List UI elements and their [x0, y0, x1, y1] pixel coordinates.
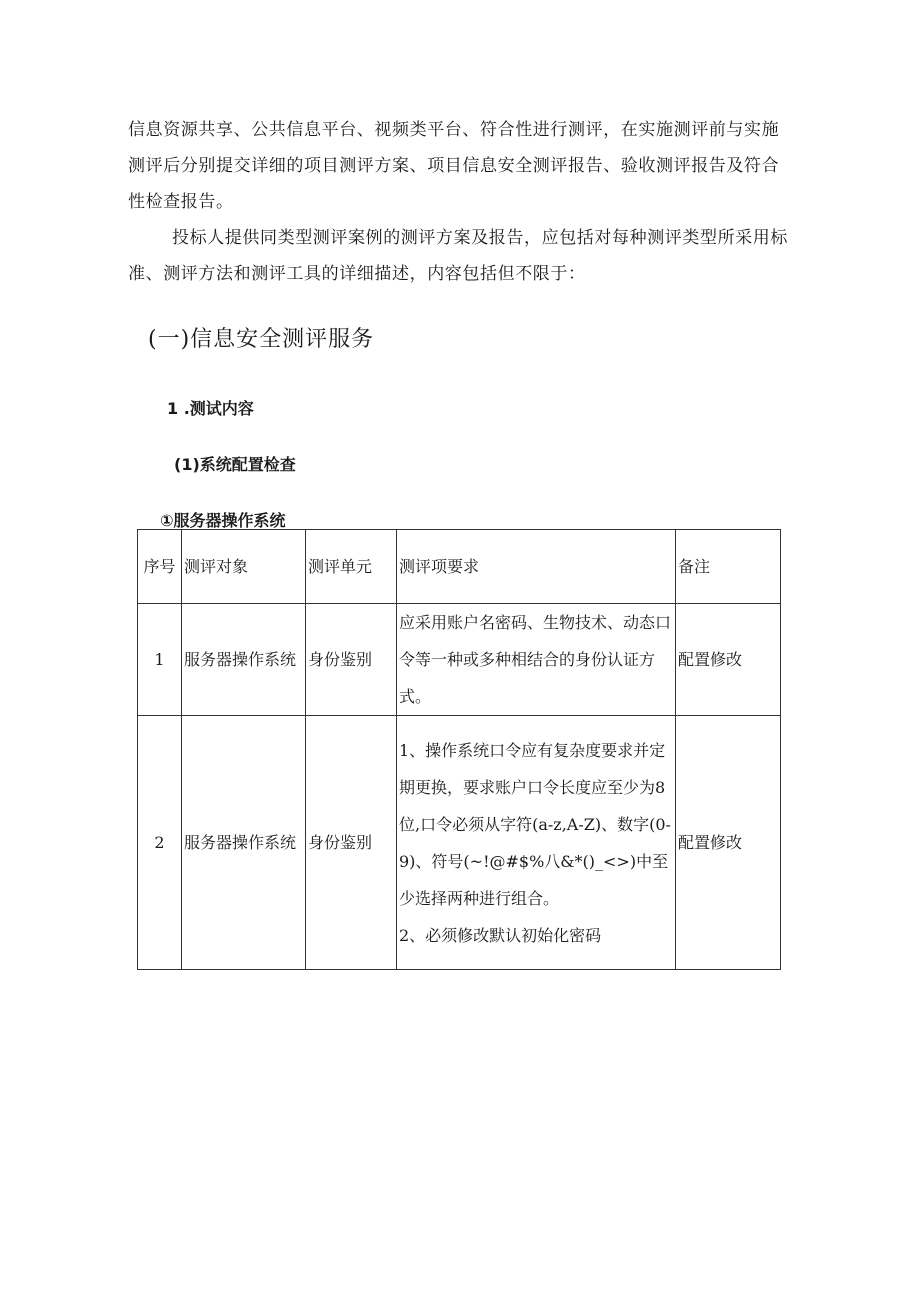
- cell-requirement: [397, 604, 676, 716]
- table-row: [138, 716, 781, 970]
- cell-object: 服务器操作系统: [182, 604, 306, 716]
- cell-note: 配置修改: [676, 716, 781, 970]
- header-note: 备注: [676, 530, 781, 604]
- requirement-line: 1、操作系统口令应有复杂度要求并定期更换，要求账户口令长度应至少为8位,口令必须从字符(a-z,A-Z)、数字(0-9)、符号(~!@#$%八&*()_<>)中至少选择两种进行组合。: [399, 740, 671, 908]
- subsection-heading: 1 .测试内容: [167, 399, 254, 418]
- table-row: [138, 604, 781, 716]
- cell-object: 服务器操作系统: [182, 716, 306, 970]
- cell-unit: 身份鉴别: [306, 716, 397, 970]
- requirements-paragraph: 投标人提供同类型测评案例的测评方案及报告，应包括对每种测评类型所采用标准、测评方法和测评工具的详细描述，内容包括但不限于：: [128, 228, 788, 284]
- requirement-line: 2、必须修改默认初始化密码: [399, 925, 602, 945]
- intro-paragraph: 信息资源共享、公共信息平台、视频类平台、符合性进行测评，在实施测评前与实施测评后分别提交详细的项目测评方案、项目信息安全测评报告、验收测评报告及符合性检查报告。: [128, 120, 780, 212]
- cell-no: 1: [138, 604, 182, 716]
- spec-table: [137, 529, 781, 970]
- table-header-row: [138, 530, 781, 604]
- header-requirement: 测评项要求: [397, 530, 676, 604]
- item-heading: (1)系统配置检查: [174, 455, 296, 474]
- header-object: 测评对象: [182, 530, 306, 604]
- cell-requirement: [397, 716, 676, 970]
- cell-note: 配置修改: [676, 604, 781, 716]
- header-unit: 测评单元: [306, 530, 397, 604]
- cell-unit: 身份鉴别: [306, 604, 397, 716]
- requirement-line: 应采用账户名密码、生物技术、动态口令等一种或多种相结合的身份认证方式。: [399, 613, 672, 706]
- cell-no: 2: [138, 716, 182, 970]
- table-title: ①服务器操作系统: [160, 511, 286, 530]
- header-no: 序号: [138, 530, 182, 604]
- section-heading: (一)信息安全测评服务: [148, 327, 375, 352]
